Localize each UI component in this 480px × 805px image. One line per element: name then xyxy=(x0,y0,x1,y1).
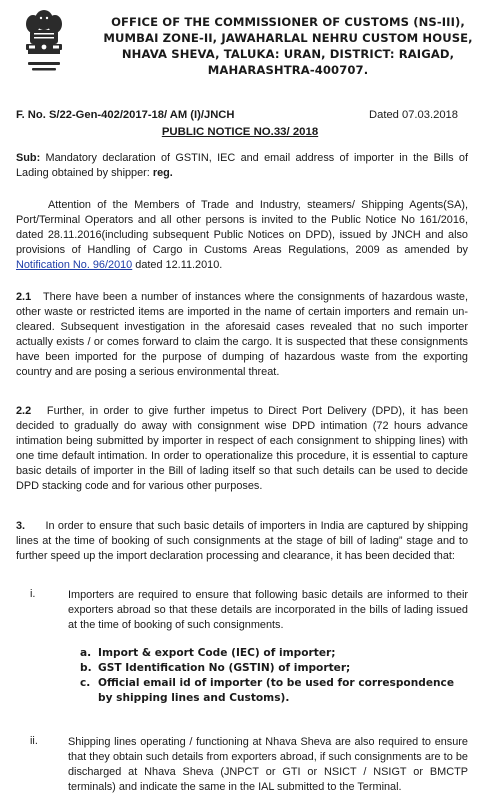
file-number: F. No. S/22-Gen-402/2017-18/ AM (I)/JNCH xyxy=(16,109,235,121)
item-ii-label: ii. xyxy=(30,735,38,747)
office-line: MUMBAI ZONE-II, JAWAHARLAL NEHRU CUSTOM HOUSE, xyxy=(103,31,473,45)
list-marker: a. xyxy=(80,647,92,659)
subject-label: Sub: xyxy=(16,152,41,164)
intro-text: Attention of the Members of Trade and Industry, steamers/ Shipping Agents(SA), Port/Terminal Operators and all other persons is invited to the Public Notice No 161/2016, dated 28.11.2016(including subsequent Public Notices on DPD), issued by JNCH and also provisions of Handling of Cargo in Customs Areas Regulations, 2009 as amended by xyxy=(16,199,468,256)
subject-text: Mandatory declaration of GSTIN, IEC and email address of importer in the Bills of Lading obtained by shipper: xyxy=(16,152,468,179)
list-item xyxy=(80,661,470,676)
notification-link[interactable]: Notification No. 96/2010 xyxy=(16,259,133,271)
item-i-label: i. xyxy=(30,588,36,600)
office-address xyxy=(98,14,478,78)
notice-date: Dated 07.03.2018 xyxy=(369,109,458,121)
letterhead xyxy=(12,4,472,96)
intro-paragraph xyxy=(16,198,468,273)
paragraph-number: 2.2 xyxy=(16,405,32,417)
list-item-text: GST Identification No (GSTIN) of importer; xyxy=(98,662,351,674)
paragraph-text: There have been a number of instances where the consignments of hazardous waste, other waste or restricted items are imported in the name of certain importers and remain un-cleared. Subsequent investigation in the aforesaid cases revealed that no such importer actually exists / or comes forward to claim the cargo. It is suspected that these consignments have been imported for the purpose of dumping of hazardous waste from the exporting country and are posing a serious environmental threat. xyxy=(16,291,469,378)
list-item-text: Official email id of importer (to be used for correspondence by shipping lines and Customs). xyxy=(98,677,455,704)
list-marker: b. xyxy=(80,662,92,674)
notice-title: PUBLIC NOTICE NO.33/ 2018 xyxy=(161,126,319,138)
office-line: NHAVA SHEVA, TALUKA: URAN, DISTRICT: RAIGAD, xyxy=(121,47,455,61)
list-item xyxy=(80,676,470,706)
subject-paragraph xyxy=(16,151,468,181)
list-item xyxy=(80,646,470,661)
item-i-text: Importers are required to ensure that following basic details are informed to their exporters abroad so that these details are incorporated in the bills of lading issued at the time of booking of such consignments. xyxy=(68,589,468,631)
office-line: OFFICE OF THE COMMISSIONER OF CUSTOMS (NS-III), xyxy=(111,15,465,29)
paragraph-2-2 xyxy=(16,404,468,494)
paragraph-number: 2.1 xyxy=(16,291,32,303)
list-marker: c. xyxy=(80,677,91,689)
item-ii-text: Shipping lines operating / functioning at Nhava Sheva are also required to ensure that they obtain such details from exporters abroad, if such consignments are to be discharged at Nhava Sheva (JNPCT or GTI or NSICT / NSIGT or BMCTP terminals) and indicate the same in the IAL submitted to the Terminal. xyxy=(68,736,468,793)
intro-text-end: dated 12.11.2010. xyxy=(132,259,223,271)
list-item-text: Import & export Code (IEC) of importer; xyxy=(98,647,336,659)
subject-reg: reg. xyxy=(152,167,173,179)
ashoka-emblem-icon xyxy=(20,6,68,78)
office-line: MAHARASHTRA-400707. xyxy=(207,63,369,77)
paragraph-text: In order to ensure that such basic details of importers in India are captured by shipping lines at the time of booking of such consignments at the stage of bill of lading” stage and to further speed up the import declaration processing and clearance, it has been decided that: xyxy=(16,520,468,562)
required-details-list xyxy=(80,646,470,706)
paragraph-number: 3. xyxy=(16,520,26,532)
paragraph-text: Further, in order to give further impetus to Direct Port Delivery (DPD), it has been decided to gradually do away with consignment wise DPD intimation (72 hours advance intimation being submitted by importer in respect of each consignment to shipping lines) with one time default intimation. In order to operationalize this procedure, it is essential to capture basic details of importer in the Bill of lading itself so that such details can be used to decide DPD stacking code and for various other purposes. xyxy=(16,405,468,492)
paragraph-2-1 xyxy=(16,290,468,380)
paragraph-3 xyxy=(16,519,468,564)
